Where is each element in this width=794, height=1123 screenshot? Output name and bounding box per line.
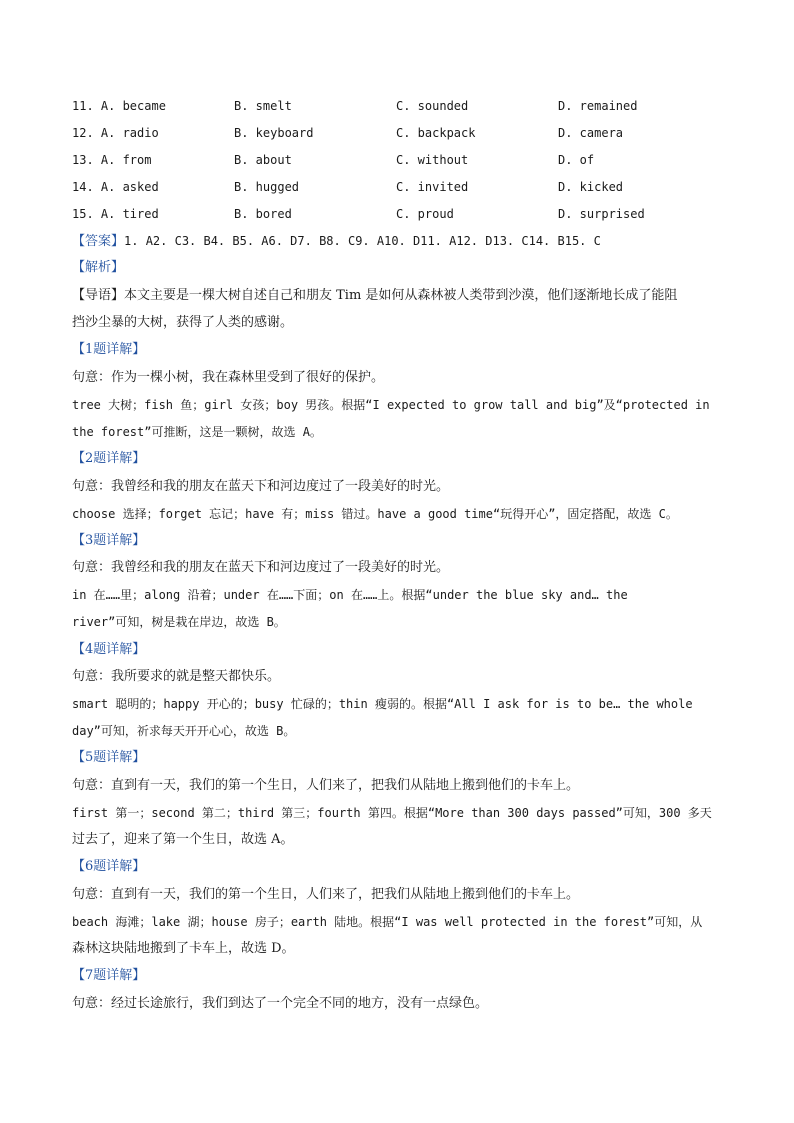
detail-sentence: 句意：我曾经和我的朋友在蓝天下和河边度过了一段美好的时光。 [72, 560, 450, 575]
option-c: C. backpack [396, 126, 476, 140]
detail-heading: 【3题详解】 [72, 533, 146, 548]
detail-sentence: 句意：我所要求的就是整天都快乐。 [72, 669, 281, 684]
detail-explanation: first 第一；second 第二；third 第三；fourth 第四。根据“More than 300 days passed”可知，300 多天 [72, 806, 712, 820]
detail-sentence: 句意：经过长途旅行，我们到达了一个完全不同的地方，没有一点绿色。 [72, 996, 489, 1011]
answer-label: 【答案】 [72, 234, 125, 249]
detail-sentence: 句意：直到有一天，我们的第一个生日，人们来了，把我们从陆地上搬到他们的卡车上。 [72, 778, 580, 793]
option-b: B. bored [234, 207, 292, 221]
option-a: 12. A. radio [72, 126, 159, 140]
detail-explanation: smart 聪明的；happy 开心的；busy 忙碌的；thin 瘦弱的。根据“All I ask for is to be… the whole [72, 697, 693, 711]
detail-explanation: beach 海滩；lake 湖；house 房子；earth 陆地。根据“I was well protected in the forest”可知，从 [72, 915, 703, 929]
option-a: 13. A. from [72, 153, 152, 167]
guide-line-2: 挡沙尘暴的大树，获得了人类的感谢。 [72, 315, 294, 330]
option-c: C. invited [396, 180, 469, 194]
detail-heading: 【4题详解】 [72, 642, 146, 657]
option-d: D. remained [558, 99, 638, 113]
option-c: C. sounded [396, 99, 469, 113]
option-a: 15. A. tired [72, 207, 159, 221]
detail-explanation: the forest”可推断，这是一颗树，故选 A。 [72, 425, 322, 439]
detail-heading: 【7题详解】 [72, 968, 146, 983]
detail-sentence: 句意：我曾经和我的朋友在蓝天下和河边度过了一段美好的时光。 [72, 479, 450, 494]
detail-heading: 【1题详解】 [72, 342, 146, 357]
detail-explanation: choose 选择；forget 忘记；have 有；miss 错过。have a good time“玩得开心”，固定搭配，故选 C。 [72, 507, 678, 521]
option-d: D. kicked [558, 180, 624, 194]
option-d: D. camera [558, 126, 624, 140]
guide-line-1: 【导语】本文主要是一棵大树自述自己和朋友 Tim 是如何从森林被人类带到沙漠，他们逐渐地长成了能阻 [72, 288, 678, 303]
option-b: B. keyboard [234, 126, 314, 140]
detail-explanation: river”可知，树是栽在岸边，故选 B。 [72, 615, 286, 629]
option-d: D. of [558, 153, 595, 167]
detail-sentence: 句意：直到有一天，我们的第一个生日，人们来了，把我们从陆地上搬到他们的卡车上。 [72, 887, 580, 902]
detail-explanation: day”可知，祈求每天开开心心，故选 B。 [72, 724, 296, 738]
detail-sentence: 句意：作为一棵小树，我在森林里受到了很好的保护。 [72, 370, 385, 385]
detail-heading: 【6题详解】 [72, 859, 146, 874]
option-a: 11. A. became [72, 99, 166, 113]
option-b: B. about [234, 153, 292, 167]
option-b: B. hugged [234, 180, 300, 194]
option-c: C. proud [396, 207, 454, 221]
detail-explanation: 森林这块陆地搬到了卡车上，故选 D。 [72, 941, 295, 956]
detail-explanation: in 在……里；along 沿着；under 在……下面；on 在……上。根据“under the blue sky and… the [72, 588, 628, 602]
detail-explanation: 过去了，迎来了第一个生日，故选 A。 [72, 832, 294, 847]
answer-line [72, 231, 732, 252]
answer-text: 1. A2. C3. B4. B5. A6. D7. B8. C9. A10. D11. A12. D13. C14. B15. C [124, 234, 601, 248]
option-a: 14. A. asked [72, 180, 159, 194]
detail-heading: 【5题详解】 [72, 750, 146, 765]
detail-heading: 【2题详解】 [72, 451, 146, 466]
option-b: B. smelt [234, 99, 292, 113]
option-d: D. surprised [558, 207, 645, 221]
option-c: C. without [396, 153, 469, 167]
detail-explanation: tree 大树；fish 鱼；girl 女孩；boy 男孩。根据“I expected to grow tall and big”及“protected in [72, 398, 710, 412]
analysis-heading: 【解析】 [72, 260, 125, 275]
